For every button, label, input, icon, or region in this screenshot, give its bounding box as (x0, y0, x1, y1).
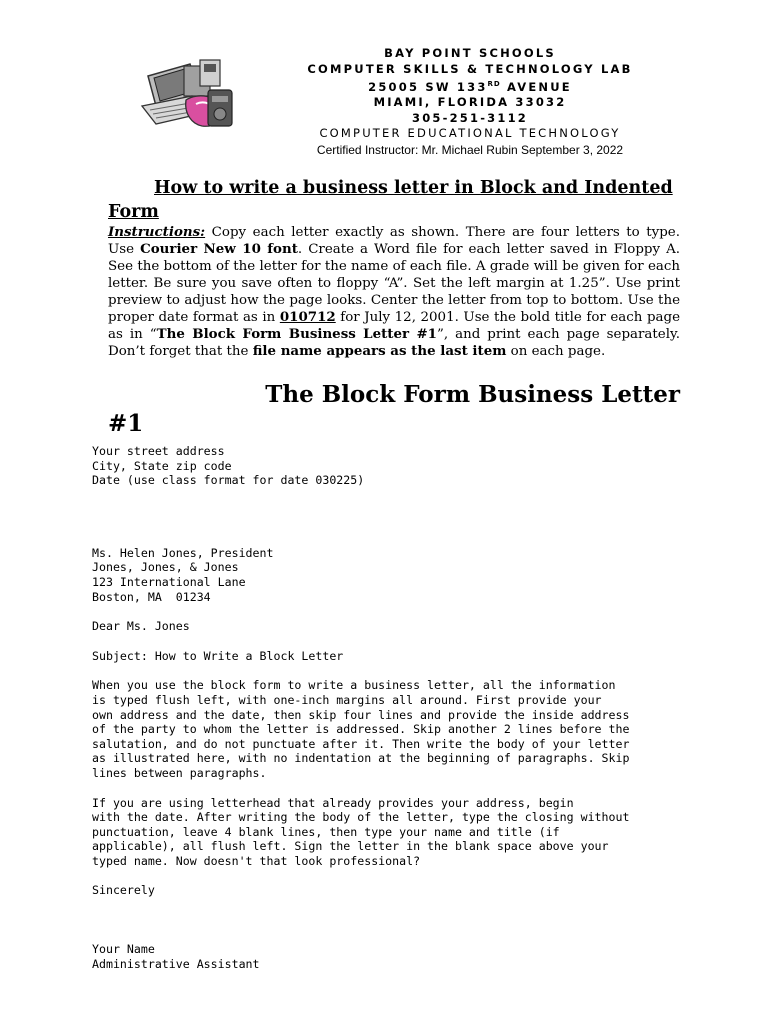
instructions-paragraph: Instructions: Copy each letter exactly as shown. There are four letters to type. Use Courier New 10 font. Create a Word file for each letter saved in Floppy A. See the bottom of the letter for the name of each file. A grade will be given for each letter. Be sure you save often to floppy “A”. Set the left margin at 1.25”. Use print preview to adjust how the page looks. Center the letter from top to bottom. Use the proper date format as in 010712 for July 12, 2001. Use the bold title for each page as in “The Block Form Business Letter #1”, and print each page separately. Don’t forget that the file name appears as the last item on each page. (108, 224, 681, 359)
date-format-example: 010712 (279, 309, 336, 325)
sample-letter (92, 444, 692, 971)
body-paragraph-2: If you are using letterhead that already provides your address, begin with the date. After writing the body of the letter, type the closing without punctuation, leave 4 blank lines, then type your name and title (if applicable), all flush left. Sign the letter in the blank space above your typed name. Now doesn't that look professional? (92, 795, 630, 868)
return-address: Your street address City, State zip code Date (use class format for date 030225) (92, 444, 365, 488)
school-name: BAY POINT SCHOOLS (384, 46, 556, 60)
subject-line: Subject: How to Write a Block Letter (92, 648, 344, 663)
salutation: Dear Ms. Jones (92, 619, 190, 634)
street-address: 25005 SW 133RD AVENUE (368, 79, 572, 94)
inside-address: Ms. Helen Jones, President Jones, Jones, & Jones 123 International Lane Boston, MA 01234 (92, 545, 274, 604)
department-line: COMPUTER EDUCATIONAL TECHNOLOGY (319, 126, 621, 141)
instructor-line: Certified Instructor: Mr. Michael Rubin September 3, 2022 (316, 142, 624, 157)
file-name-note: file name appears as the last item (252, 343, 507, 359)
letter-title: The Block Form Business Letter #1 (108, 381, 680, 437)
phone-line: 305-251-3112 (412, 110, 528, 125)
body-paragraph-1: When you use the block form to write a business letter, all the information is typed flush left, with one-inch margins all around. First provide your own address and the date, then skip four lines and provide the inside address of the party to whom the letter is addressed. Skip another 2 lines before the salutation, and do not punctuate after it. Then write the body of your letter as illustrated here, with no indentation at the beginning of paragraphs. Skip lines between paragraphs. (92, 678, 630, 780)
instructions-label: Instructions: (108, 224, 206, 240)
school-header (300, 46, 640, 158)
font-requirement: Courier New 10 font (140, 241, 298, 257)
page-title: How to write a business letter in Block and Indented Form (108, 178, 673, 222)
lab-name: COMPUTER SKILLS & TECHNOLOGY LAB (307, 61, 633, 76)
signature-block: Your Name Administrative Assistant (92, 942, 260, 971)
computer-clipart-icon (138, 56, 238, 132)
city-line: MIAMI, FLORIDA 33032 (373, 95, 567, 110)
title-example: The Block Form Business Letter #1 (156, 326, 438, 342)
closing: Sincerely (92, 883, 155, 898)
